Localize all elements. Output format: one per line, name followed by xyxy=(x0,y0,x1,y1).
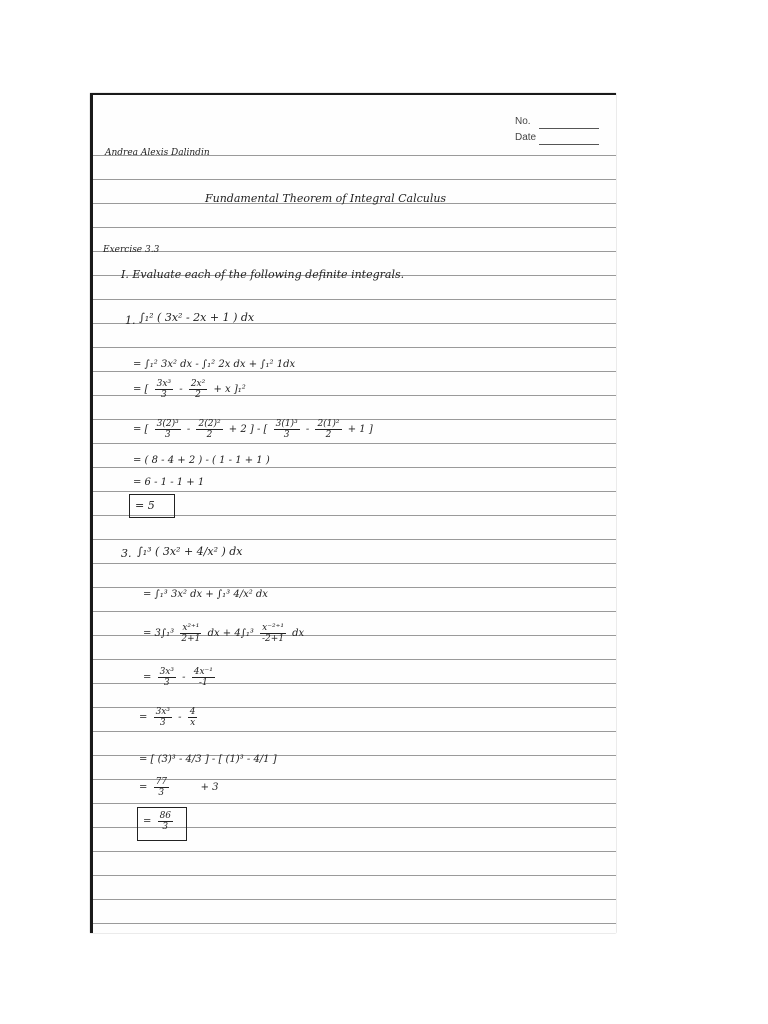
no-label: No. xyxy=(515,116,531,127)
problem2-answer: = $\frac{86}{3}$ xyxy=(143,811,172,832)
ruled-line xyxy=(93,731,616,732)
ruled-line xyxy=(93,539,616,540)
notebook-page xyxy=(90,93,616,933)
page-title: Fundamental Theorem of Integral Calculus xyxy=(205,192,447,205)
ruled-line xyxy=(93,611,616,612)
ruled-line xyxy=(93,851,616,852)
ruled-line xyxy=(93,899,616,900)
problem1-answer: = 5 xyxy=(135,499,155,512)
problem2-step5: = [ (3)³ - 4/3 ] - [ (1)³ - 4/1 ] xyxy=(139,754,277,765)
ruled-line xyxy=(93,467,616,468)
ruled-line xyxy=(93,443,616,444)
ruled-line xyxy=(93,299,616,300)
ruled-line xyxy=(93,347,616,348)
problem2-step4: = $\frac{\text{3x³}}{3}$ - $\frac{4}{x}$ xyxy=(139,707,196,728)
problem1-step2: = [ $\frac{\text{3x³}}{3}$ - $\frac{\text{2x²}}{2}$ + x ]₁² xyxy=(133,379,246,400)
exercise-label: Exercise 3.3 xyxy=(103,245,160,255)
problem2-step2: = 3∫₁³ $\frac{\text{x²⁺¹}}{2+1}$ dx + 4∫₁³ $\frac{\text{x⁻²⁺¹}}{-2+1}$ dx xyxy=(143,623,305,644)
ruled-line xyxy=(93,923,616,924)
problem2-step6: = $\frac{77}{3}$ + 3 xyxy=(139,777,219,798)
problem1-step4: = ( 8 - 4 + 2 ) - ( 1 - 1 + 1 ) xyxy=(133,455,270,466)
ruled-line xyxy=(93,179,616,180)
date-label: Date xyxy=(515,132,537,143)
date-blank xyxy=(539,144,599,145)
ruled-line xyxy=(93,659,616,660)
no-blank xyxy=(539,128,599,129)
ruled-line xyxy=(93,587,616,588)
problem1-step1: = ∫₁² 3x² dx - ∫₁² 2x dx + ∫₁² 1dx xyxy=(133,359,296,370)
problem1-number: 1. xyxy=(125,314,136,327)
problem2-step1: = ∫₁³ 3x² dx + ∫₁³ 4/x² dx xyxy=(143,589,268,600)
problem1-statement: ∫₁² ( 3x² - 2x + 1 ) dx xyxy=(139,311,255,324)
problem2-statement: ∫₁³ ( 3x² + 4/x² ) dx xyxy=(137,545,243,558)
ruled-line xyxy=(93,227,616,228)
ruled-line xyxy=(93,371,616,372)
ruled-line xyxy=(93,251,616,252)
ruled-line xyxy=(93,491,616,492)
problem1-step5: = 6 - 1 - 1 + 1 xyxy=(133,477,205,488)
ruled-line xyxy=(93,563,616,564)
problem2-step3: = $\frac{\text{3x³}}{3}$ - $\frac{\text{4x⁻¹}}{-1}$ xyxy=(143,667,213,688)
instruction-text: I. Evaluate each of the following definite integrals. xyxy=(121,268,405,281)
problem1-step3: = [ $\frac{\text{3(2)³}}{3}$ - $\frac{\text{2(2)²}}{2}$ + 2 ] - [ $\frac{\text{3(1)³}}{3}$ - $\frac{\text{2(1)²}}{2}$ + 1 ] xyxy=(133,419,373,440)
problem2-number: 3. xyxy=(121,547,132,560)
author-name: Andrea Alexis Dalindin xyxy=(105,148,210,158)
ruled-line xyxy=(93,803,616,804)
ruled-line xyxy=(93,875,616,876)
